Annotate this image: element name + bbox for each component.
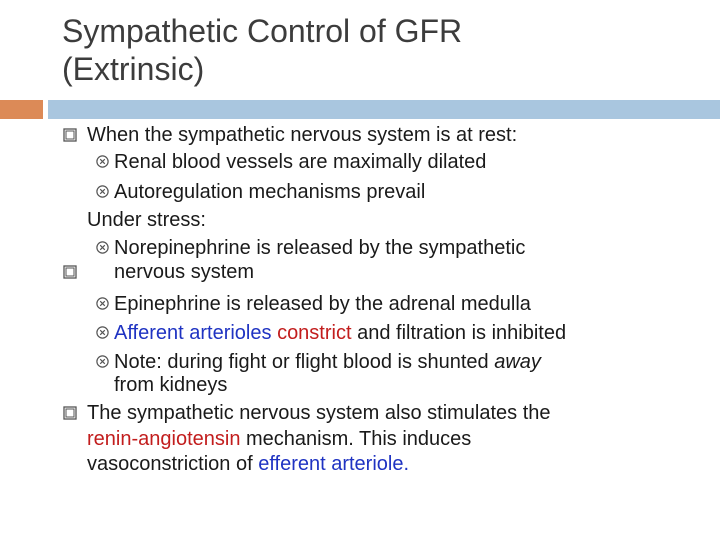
circled-x-icon <box>96 297 109 310</box>
note-text: Note: during fight or flight blood is shunted <box>114 351 495 373</box>
bullet-2-sub-3 <box>114 322 566 344</box>
away-text: away <box>494 351 541 373</box>
bullet-1-text: When the sympathetic nervous system is at rest: <box>87 124 518 146</box>
bullet-3-line-3 <box>87 453 409 475</box>
bullet-1-sub-1: Renal blood vessels are maximally dilated <box>114 151 487 173</box>
slide-title: Sympathetic Control of GFR (Extrinsic) <box>62 13 463 87</box>
efferent-arteriole-text: efferent arteriole <box>258 453 404 475</box>
circled-x-icon <box>96 155 109 168</box>
circled-x-icon <box>96 241 109 254</box>
bullet-2-sub-1-line-2: nervous system <box>114 261 255 283</box>
circled-x-icon <box>96 326 109 339</box>
bullet-2-sub-4-line-2: from kidneys <box>114 374 228 396</box>
bullet-2-sub-4-line-1 <box>114 351 541 373</box>
bullet-2-text: Under stress: <box>87 209 206 231</box>
vasoconstriction-text: vasoconstriction of <box>87 453 259 475</box>
title-rule-accent <box>0 100 43 119</box>
filtration-text: and filtration is inhibited <box>351 322 567 344</box>
bullet-3-line-2 <box>87 428 471 450</box>
square-bullet-icon <box>63 128 77 142</box>
square-bullet-icon <box>63 406 77 420</box>
period-text: . <box>403 453 410 475</box>
bullet-2-sub-1-line-1: Norepinephrine is released by the sympathetic <box>114 237 526 259</box>
bullet-1-sub-2: Autoregulation mechanisms prevail <box>114 181 426 203</box>
bullet-2-sub-2: Epinephrine is released by the adrenal medulla <box>114 293 531 315</box>
circled-x-icon <box>96 355 109 368</box>
bullet-3-line-1: The sympathetic nervous system also stimulates the <box>87 402 551 424</box>
constrict-text: constrict <box>277 322 352 344</box>
mechanism-text: mechanism. This induces <box>240 428 472 450</box>
square-bullet-icon <box>63 265 77 279</box>
renin-angiotensin-text: renin-angiotensin <box>87 428 241 450</box>
circled-x-icon <box>96 185 109 198</box>
title-rule-bar <box>48 100 720 119</box>
afferent-arterioles-text: Afferent arterioles <box>114 322 272 344</box>
